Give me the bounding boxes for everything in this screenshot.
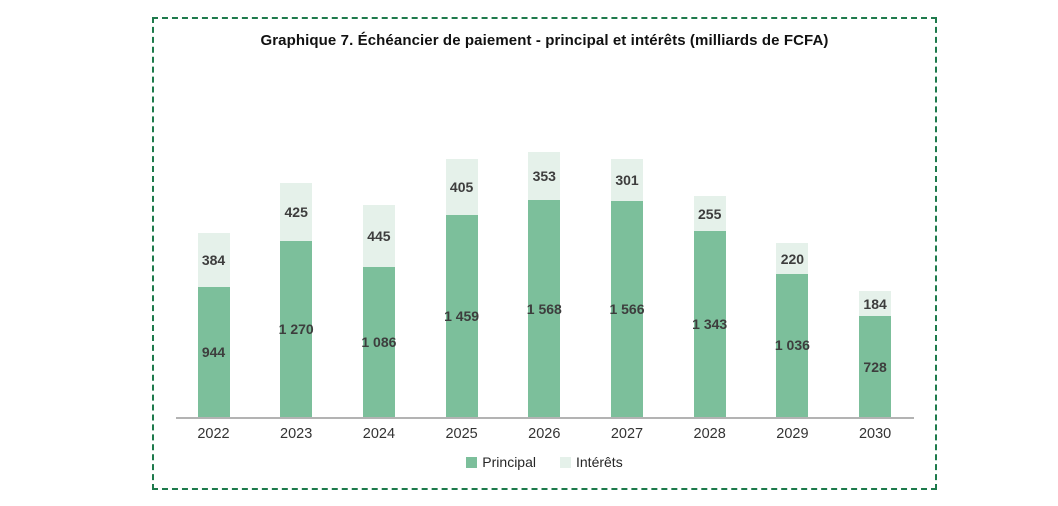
value-label-principal-2029: 1 036: [774, 337, 810, 354]
figure-frame: [152, 17, 937, 490]
value-label-interets-2022: 384: [201, 252, 226, 268]
x-axis-line: [176, 417, 914, 419]
x-tick-2027: 2027: [610, 426, 644, 442]
value-label-interets-2029: 220: [780, 250, 805, 267]
value-label-principal-2025: 1 459: [444, 308, 480, 325]
x-tick-2026: 2026: [528, 426, 561, 442]
x-tick-2022: 2022: [197, 426, 230, 442]
value-label-principal-2027: 1 566: [609, 300, 645, 317]
value-label-interets-2027: 301: [615, 171, 639, 188]
x-tick-2030: 2030: [858, 426, 892, 442]
value-label-principal-2028: 1 343: [692, 316, 728, 333]
x-tick-2024: 2024: [362, 426, 396, 442]
value-label-interets-2024: 445: [367, 228, 391, 245]
value-label-principal-2023: 1 270: [278, 321, 314, 338]
value-label-interets-2028: 255: [698, 205, 722, 222]
legend-swatch-icon: [560, 457, 571, 468]
value-label-interets-2026: 353: [532, 167, 556, 184]
legend-item-principal: [466, 454, 536, 470]
value-label-principal-2030: 728: [863, 358, 887, 375]
value-label-principal-2026: 1 568: [526, 300, 562, 317]
legend: [154, 454, 935, 470]
x-tick-2023: 2023: [280, 426, 313, 442]
value-label-interets-2030: 184: [863, 295, 887, 312]
value-label-interets-2023: 425: [284, 204, 308, 221]
x-tick-2028: 2028: [693, 426, 726, 442]
value-label-interets-2025: 405: [449, 179, 474, 196]
chart-title: Graphique 7. Échéancier de paiement - principal et intérêts (milliards de FCFA): [260, 32, 829, 49]
legend-swatch-icon: [466, 457, 477, 468]
plot-area: [154, 19, 935, 488]
legend-item-interets: [560, 454, 623, 470]
legend-label: Principal: [482, 454, 536, 470]
x-tick-2025: 2025: [445, 426, 478, 442]
value-label-principal-2022: 944: [201, 343, 226, 360]
x-tick-2029: 2029: [776, 426, 809, 442]
legend-label: Intérêts: [576, 454, 623, 470]
value-label-principal-2024: 1 086: [361, 333, 397, 350]
